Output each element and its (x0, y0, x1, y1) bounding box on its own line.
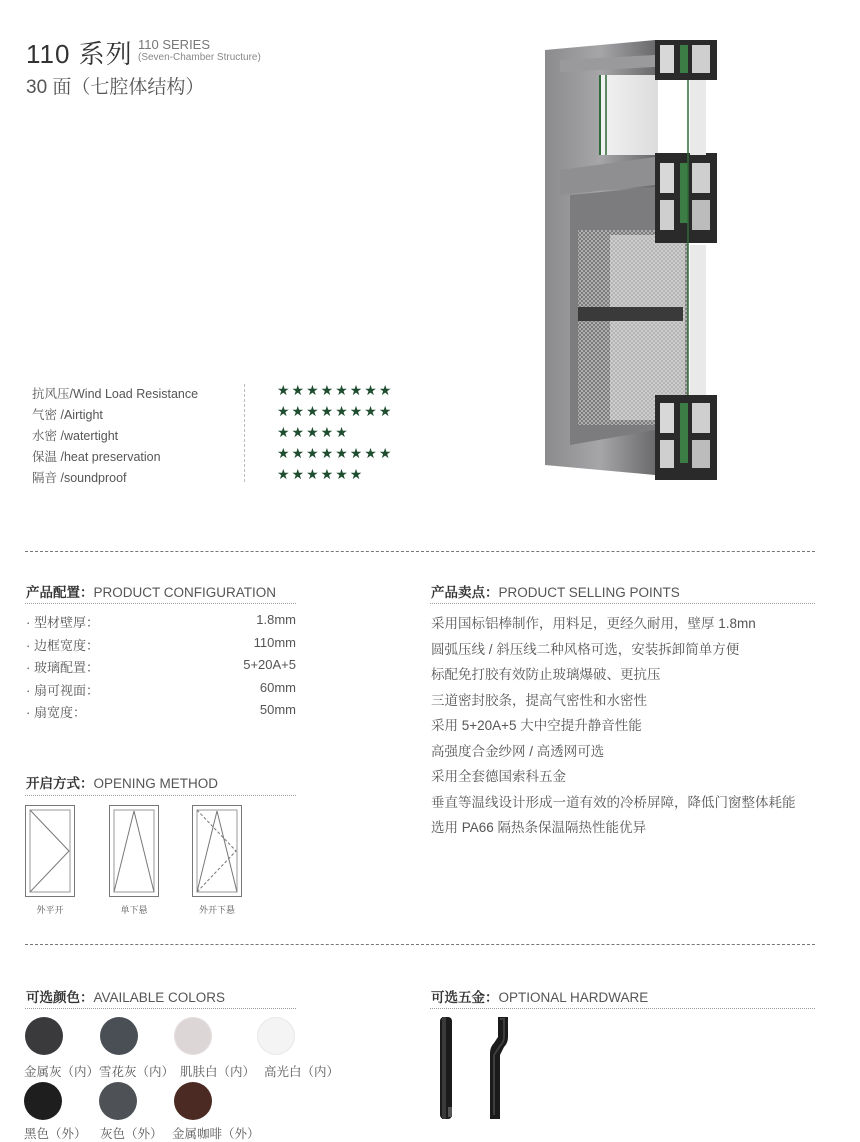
rating-label-en: /Airtight (57, 408, 103, 422)
config-heading: 产品配置：PRODUCT CONFIGURATION (26, 585, 277, 600)
series-subtitle: 30 面（七腔体结构） (26, 77, 205, 98)
selling-point: 选用 PA66 隔热条保温隔热性能优异 (431, 820, 647, 835)
hardware-heading-line (430, 1008, 815, 1009)
color-swatch (99, 1082, 137, 1120)
method-caption: 单下悬 (120, 905, 148, 915)
star-rating-icons: ★★★★★★ (277, 466, 365, 482)
selling-point: 高强度合金纱网 / 高透网可选 (431, 743, 605, 759)
selling-point: 采用国标铝棒制作，用料足，更经久耐用，壁厚 1.8mn (431, 616, 756, 631)
hardware-heading: 可选五金：OPTIONAL HARDWARE (431, 990, 649, 1005)
config-row-glass: · 玻璃配置： 5+20A+5 (26, 657, 296, 675)
rating-label-cn: 隔音 (32, 471, 58, 485)
color-label: 肌肤白（内） (180, 1065, 256, 1079)
bottom-hung-diagram (109, 805, 159, 897)
color-swatch (24, 1082, 62, 1120)
colors-heading: 可选颜色：AVAILABLE COLORS (26, 990, 226, 1005)
star-rating-icons: ★★★★★ (277, 424, 350, 440)
color-label: 雪花灰（内） (99, 1065, 175, 1079)
config-row-wall-thickness: · 型材壁厚： 1.8mm (26, 612, 296, 630)
config-row-frame-width: · 边框宽度： 110mm (26, 634, 296, 653)
rating-airtight (32, 403, 432, 424)
rating-label-cn: 气密 (32, 408, 58, 422)
selling-point: 采用全套德国索科五金 (431, 769, 566, 784)
rating-label-en: /heat preservation (57, 450, 161, 464)
config-heading-line (25, 603, 296, 604)
selling-point: 标配免打胶有效防止玻璃爆破、更抗压 (431, 667, 661, 682)
color-swatch (174, 1017, 212, 1055)
config-row-sash-width: · 扇宽度： 50mm (26, 702, 296, 720)
color-label: 灰色（外） (100, 1127, 163, 1141)
color-swatch (257, 1017, 295, 1055)
rating-label-cn: 保温 (32, 450, 58, 464)
selling-heading-line (430, 603, 815, 604)
color-label: 金属咖啡（外） (172, 1127, 260, 1141)
window-handles-image (430, 1015, 530, 1121)
section-divider (25, 551, 815, 552)
selling-point: 采用 5+20A+5 大中空提升静音性能 (431, 718, 642, 733)
selling-point: 垂直等温线设计形成一道有效的冷桥屏障，降低门窗整体耗能 (431, 794, 796, 810)
color-label: 高光白（内） (264, 1065, 340, 1079)
selling-heading: 产品卖点：PRODUCT SELLING POINTS (431, 585, 680, 600)
section-divider (25, 944, 815, 945)
rating-watertight (32, 424, 432, 445)
method-caption: 外平开 (36, 905, 64, 915)
outward-casement-diagram (25, 805, 75, 897)
rating-soundproof (32, 466, 432, 487)
color-swatch (100, 1017, 138, 1055)
rating-label-en: /Wind Load Resistance (69, 387, 199, 401)
color-label: 金属灰（内） (24, 1065, 100, 1079)
config-row-sash-visible: · 扇可视面： 60mm (26, 679, 296, 698)
star-rating-icons: ★★★★★★★★ (277, 403, 394, 419)
colors-heading-line (25, 1008, 296, 1009)
rating-label-cn: 水密 (32, 429, 58, 443)
selling-point: 圆弧压线 / 斜压线二种风格可选，安装拆卸简单方便 (431, 641, 740, 657)
series-en-label: 110 SERIES (138, 37, 211, 52)
method-caption: 外开下悬 (198, 905, 235, 915)
series-title: 110 系列 (26, 39, 133, 69)
rating-label-en: /soundproof (57, 471, 127, 485)
rating-label-cn: 抗风压 (32, 387, 70, 401)
outward-bottom-hung-diagram (192, 805, 242, 897)
star-rating-icons: ★★★★★★★★ (277, 382, 394, 398)
star-rating-icons: ★★★★★★★★ (277, 445, 394, 461)
color-label: 黑色（外） (24, 1127, 87, 1141)
config-list (26, 612, 296, 725)
color-swatch (25, 1017, 63, 1055)
rating-wind-load (32, 382, 432, 403)
rating-heat-preservation (32, 445, 432, 466)
series-title-en (138, 38, 261, 64)
window-profile-image (540, 35, 725, 485)
rating-label-en: /watertight (57, 429, 119, 443)
performance-ratings (32, 382, 432, 487)
structure-en-label: (Seven-Chamber Structure) (138, 52, 261, 63)
selling-point: 三道密封胶条，提高气密性和水密性 (431, 692, 647, 708)
opening-heading-line (25, 795, 296, 796)
opening-heading: 开启方式：OPENING METHOD (26, 776, 219, 791)
color-swatch (174, 1082, 212, 1120)
selling-list (431, 612, 796, 842)
